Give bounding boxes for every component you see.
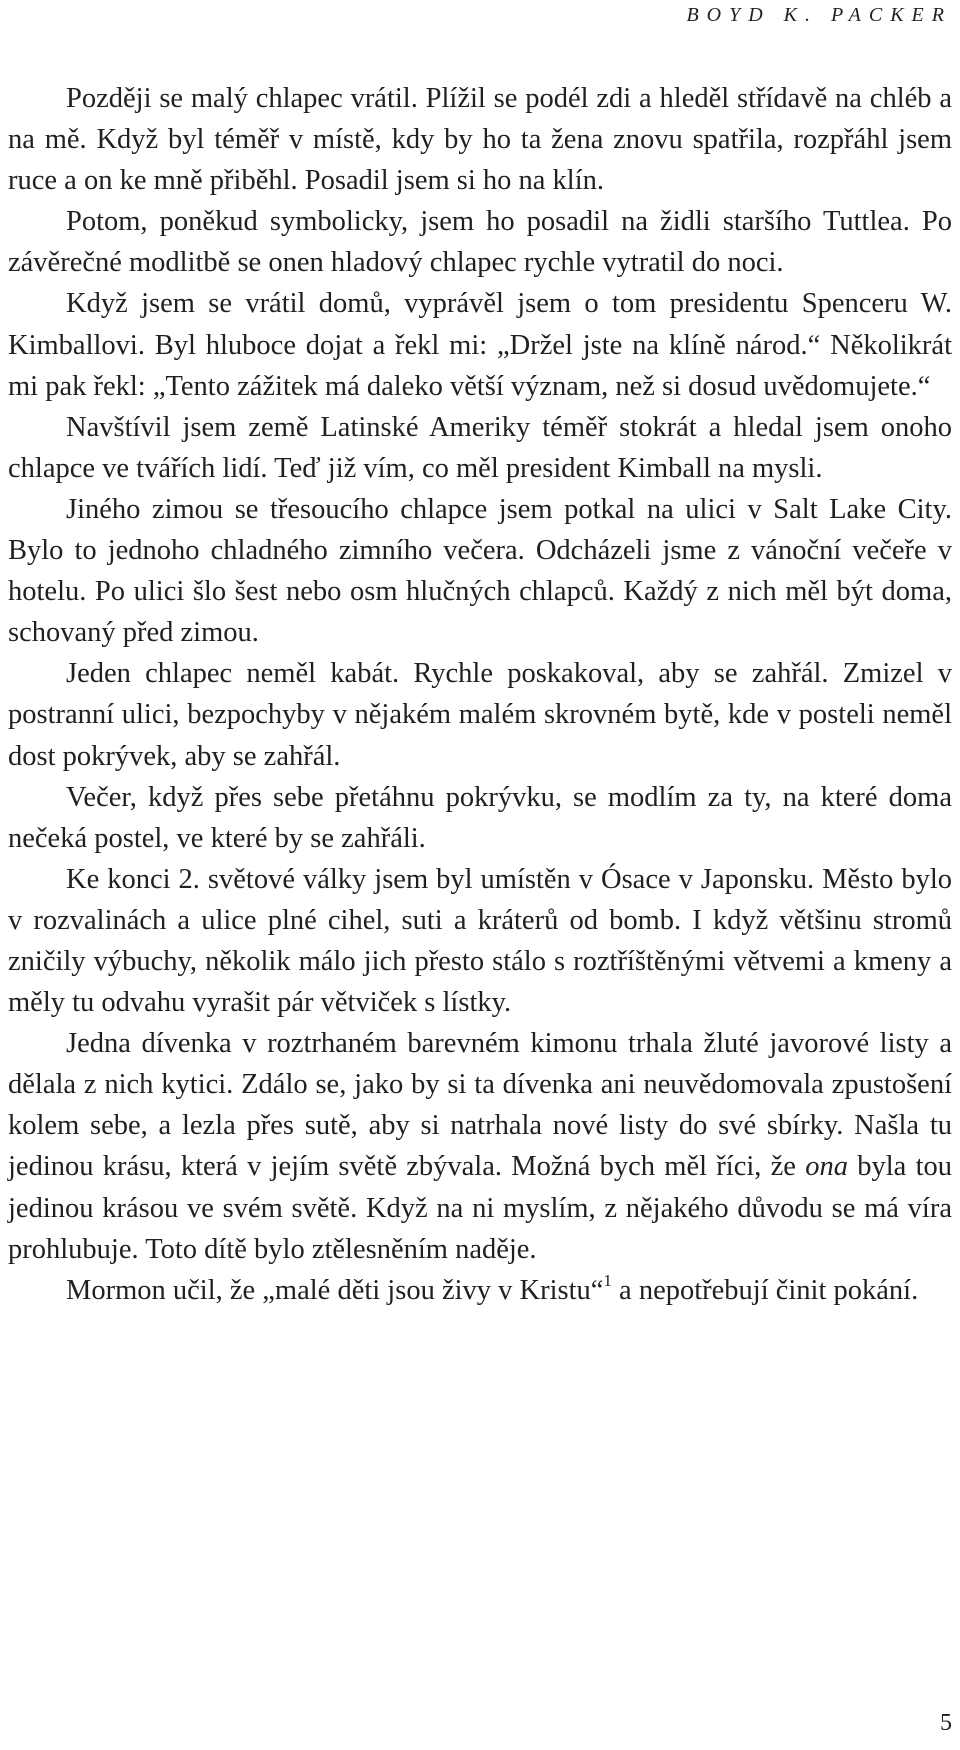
paragraph-8: Ke konci 2. světové války jsem byl umístěn v Ósace v Japonsku. Město bylo v rozvalinách a ulice plné cihel, suti a kráterů od bomb. I když většinu stromů zničily výbuchy, několik málo jich přesto stálo s roztříštěnými větvemi a kmeny a měly tu odvahu vyrašit pár větviček s lístky. xyxy=(8,863,952,1019)
article-body xyxy=(8,78,952,1311)
paragraph-7: Večer, když přes sebe přetáhnu pokrývku, se modlím za ty, na které doma nečeká postel, ve které by se zahřáli. xyxy=(8,781,952,854)
paragraph-1: Později se malý chlapec vrátil. Plížil se podél zdi a hleděl střídavě na chléb a na mě. Když byl téměř v místě, kdy by ho ta žena znovu spatřila, rozpřáhl jsem ruce a on ke mně přiběhl. Posadil jsem si ho na klín. xyxy=(8,83,952,197)
paragraph-6: Jeden chlapec neměl kabát. Rychle poskakoval, aby se zahřál. Zmizel v postranní ulici, bezpochyby v nějakém malém skrovném bytě, kde v posteli neměl dost pokrývek, aby se zahřál. xyxy=(8,658,952,772)
paragraph-9 xyxy=(8,1023,952,1270)
paragraph-3: Když jsem se vrátil domů, vyprávěl jsem o tom presidentu Spenceru W. Kimballovi. Byl hluboce dojat a řekl mi: „Držel jste na klíně národ.“ Několikrát mi pak řekl: „Tento zážitek má daleko větší význam, než si dosud uvědomujete.“ xyxy=(8,288,952,402)
emphasized-word: ona xyxy=(805,1151,848,1183)
paragraph-5: Jiného zimou se třesoucího chlapce jsem potkal na ulici v Salt Lake City. Bylo to jednoho chladného zimního večera. Odcházeli jsme z vánoční večeře v hotelu. Po ulici šlo šest nebo osm hlučných chlapců. Každý z nich měl být doma, schovaný před zimou. xyxy=(8,493,952,649)
running-header: BOYD K. PACKER xyxy=(686,4,952,26)
paragraph-9-text-before: Jedna dívenka v roztrhaném barevném kimonu trhala žluté javorové listy a dělala z nich kytici. Zdálo se, jako by si ta dívenka ani neuvědomovala zpustošení kolem sebe, a lezla přes sutě, aby si natrhala nové listy do své sbírky. Našla tu jedinou krásu, která v jejím světě zbývala. Možná bych měl říci, že xyxy=(8,1028,952,1183)
paragraph-10-text-before: Mormon učil, že „malé děti jsou živy v Kristu“ xyxy=(66,1274,604,1306)
page-number: 5 xyxy=(940,1710,952,1736)
footnote-reference[interactable]: 1 xyxy=(603,1271,612,1291)
paragraph-10 xyxy=(8,1270,952,1311)
paragraph-10-text-after: a nepotřebují činit pokání. xyxy=(611,1274,919,1306)
paragraph-4: Navštívil jsem země Latinské Ameriky téměř stokrát a hledal jsem onoho chlapce ve tvářích lidí. Teď již vím, co měl president Kimball na mysli. xyxy=(8,411,952,484)
paragraph-9-text-after: byla tou jedinou krásou ve svém světě. Když na ni myslím, z nějakého důvodu se má víra prohlubuje. Toto dítě bylo ztělesněním naděje. xyxy=(8,1151,952,1265)
paragraph-2: Potom, poněkud symbolicky, jsem ho posadil na židli staršího Tuttlea. Po závěrečné modlitbě se onen hladový chlapec rychle vytratil do noci. xyxy=(8,206,952,279)
